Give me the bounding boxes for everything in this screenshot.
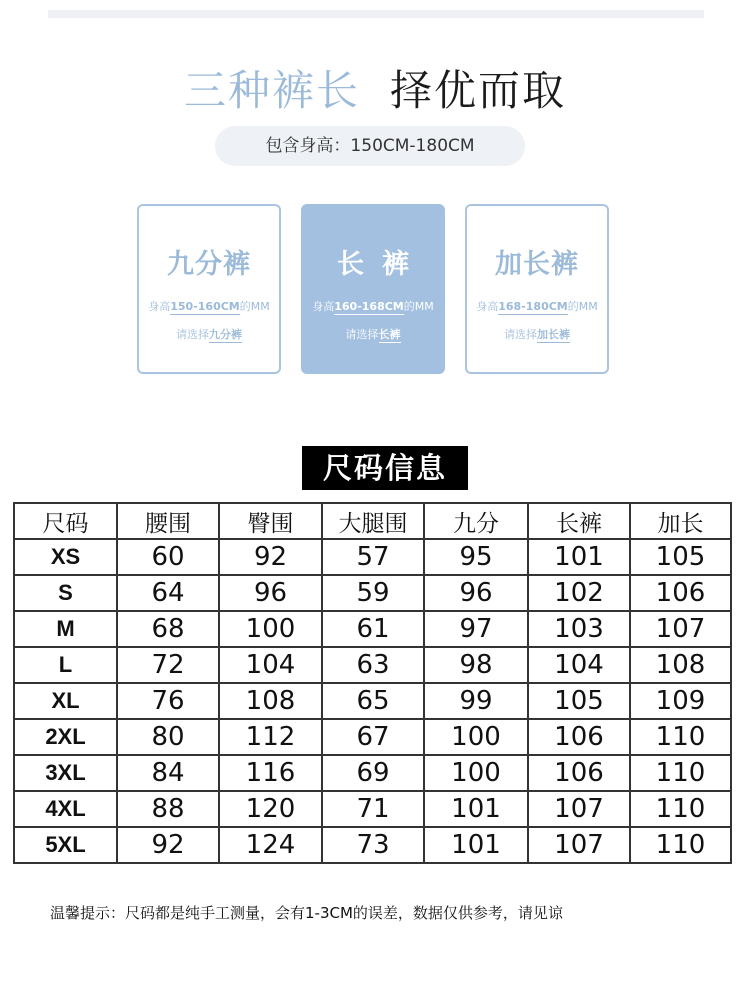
table-row bbox=[14, 755, 731, 791]
measurement-cell: 108 bbox=[630, 647, 731, 683]
measurement-cell: 67 bbox=[322, 719, 424, 755]
column-header: 长裤 bbox=[528, 503, 630, 539]
measurement-cell: 109 bbox=[630, 683, 731, 719]
size-label-cell: XL bbox=[14, 683, 117, 719]
table-row bbox=[14, 827, 731, 863]
measurement-cell: 96 bbox=[219, 575, 322, 611]
measurement-cell: 95 bbox=[424, 539, 528, 575]
measurement-cell: 99 bbox=[424, 683, 528, 719]
measurement-cell: 92 bbox=[219, 539, 322, 575]
measurement-cell: 80 bbox=[117, 719, 219, 755]
size-label-cell: 2XL bbox=[14, 719, 117, 755]
measurement-cell: 57 bbox=[322, 539, 424, 575]
size-label-cell: S bbox=[14, 575, 117, 611]
measurement-cell: 110 bbox=[630, 827, 731, 863]
option-select-hint: 请选择加长裤 bbox=[504, 328, 570, 341]
title-dark: 择优而取 bbox=[390, 66, 567, 115]
measurement-cell: 102 bbox=[528, 575, 630, 611]
table-row bbox=[14, 719, 731, 755]
option-name: 九分裤 bbox=[167, 249, 251, 280]
measurement-cell: 88 bbox=[117, 791, 219, 827]
measurement-cell: 100 bbox=[219, 611, 322, 647]
table-row bbox=[14, 791, 731, 827]
column-header: 臀围 bbox=[219, 503, 322, 539]
option-description: 身高150-160CM的MM bbox=[148, 300, 270, 313]
column-header: 大腿围 bbox=[322, 503, 424, 539]
option-card-extra-long[interactable] bbox=[465, 204, 609, 374]
measurement-cell: 101 bbox=[424, 827, 528, 863]
size-info-heading: 尺码信息 bbox=[302, 446, 468, 490]
measurement-cell: 104 bbox=[528, 647, 630, 683]
title-colored: 三种裤长 bbox=[183, 66, 360, 115]
measurement-cell: 105 bbox=[528, 683, 630, 719]
measurement-cell: 65 bbox=[322, 683, 424, 719]
measurement-cell: 106 bbox=[630, 575, 731, 611]
measurement-cell: 110 bbox=[630, 719, 731, 755]
measurement-cell: 110 bbox=[630, 755, 731, 791]
measurement-cell: 101 bbox=[424, 791, 528, 827]
top-divider-bar bbox=[48, 10, 704, 18]
size-table bbox=[13, 502, 732, 864]
table-row bbox=[14, 611, 731, 647]
size-label-cell: M bbox=[14, 611, 117, 647]
measurement-cell: 107 bbox=[528, 827, 630, 863]
option-description: 身高168-180CM的MM bbox=[476, 300, 598, 313]
measurement-cell: 71 bbox=[322, 791, 424, 827]
table-row bbox=[14, 575, 731, 611]
measurement-cell: 97 bbox=[424, 611, 528, 647]
measurement-cell: 116 bbox=[219, 755, 322, 791]
table-row bbox=[14, 539, 731, 575]
measurement-cell: 107 bbox=[528, 791, 630, 827]
measurement-note: 温馨提示：尺码都是纯手工测量，会有1-3CM的误差，数据仅供参考，请见谅 bbox=[50, 904, 563, 922]
measurement-cell: 101 bbox=[528, 539, 630, 575]
measurement-cell: 72 bbox=[117, 647, 219, 683]
option-select-hint: 请选择九分裤 bbox=[176, 328, 242, 341]
measurement-cell: 108 bbox=[219, 683, 322, 719]
measurement-cell: 64 bbox=[117, 575, 219, 611]
measurement-cell: 59 bbox=[322, 575, 424, 611]
column-header: 腰围 bbox=[117, 503, 219, 539]
size-label-cell: XS bbox=[14, 539, 117, 575]
size-label-cell: 4XL bbox=[14, 791, 117, 827]
size-label-cell: 5XL bbox=[14, 827, 117, 863]
measurement-cell: 112 bbox=[219, 719, 322, 755]
measurement-cell: 63 bbox=[322, 647, 424, 683]
measurement-cell: 120 bbox=[219, 791, 322, 827]
measurement-cell: 98 bbox=[424, 647, 528, 683]
measurement-cell: 104 bbox=[219, 647, 322, 683]
measurement-cell: 124 bbox=[219, 827, 322, 863]
table-row bbox=[14, 647, 731, 683]
measurement-cell: 68 bbox=[117, 611, 219, 647]
size-label-cell: L bbox=[14, 647, 117, 683]
measurement-cell: 106 bbox=[528, 755, 630, 791]
option-name: 长裤 bbox=[337, 249, 427, 280]
table-row bbox=[14, 683, 731, 719]
column-header: 九分 bbox=[424, 503, 528, 539]
measurement-cell: 107 bbox=[630, 611, 731, 647]
measurement-cell: 73 bbox=[322, 827, 424, 863]
measurement-cell: 60 bbox=[117, 539, 219, 575]
option-card-cropped[interactable] bbox=[137, 204, 281, 374]
option-card-long[interactable] bbox=[301, 204, 445, 374]
measurement-cell: 106 bbox=[528, 719, 630, 755]
measurement-cell: 105 bbox=[630, 539, 731, 575]
measurement-cell: 84 bbox=[117, 755, 219, 791]
column-header: 尺码 bbox=[14, 503, 117, 539]
table-header-row bbox=[14, 503, 731, 539]
measurement-cell: 76 bbox=[117, 683, 219, 719]
option-select-hint: 请选择长裤 bbox=[345, 328, 401, 341]
option-description: 身高160-168CM的MM bbox=[312, 300, 434, 313]
measurement-cell: 92 bbox=[117, 827, 219, 863]
column-header: 加长 bbox=[630, 503, 731, 539]
height-range-badge: 包含身高：150CM-180CM bbox=[215, 126, 525, 166]
option-name: 加长裤 bbox=[495, 249, 579, 280]
size-label-cell: 3XL bbox=[14, 755, 117, 791]
measurement-cell: 110 bbox=[630, 791, 731, 827]
measurement-cell: 103 bbox=[528, 611, 630, 647]
measurement-cell: 61 bbox=[322, 611, 424, 647]
measurement-cell: 69 bbox=[322, 755, 424, 791]
measurement-cell: 100 bbox=[424, 755, 528, 791]
page-title bbox=[0, 58, 750, 118]
measurement-cell: 96 bbox=[424, 575, 528, 611]
measurement-cell: 100 bbox=[424, 719, 528, 755]
